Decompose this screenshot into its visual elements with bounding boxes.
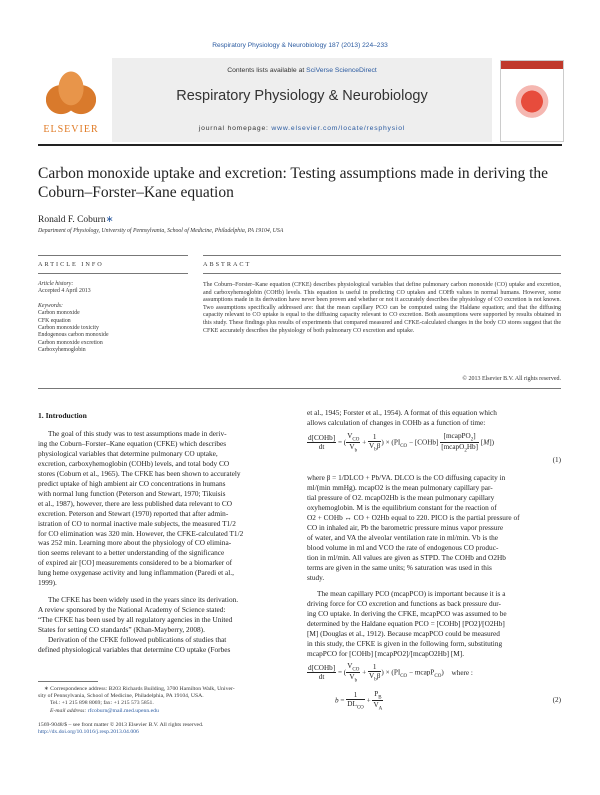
variable-definitions: where β = 1/DLCO + Pb/VA. DLCO is the CO diffusing capacity in ml/(min mmHg). mcapO2 is the mean pulmonary capillary par- tial pressure of O2. mcapO2Hb is the mean pulmonary capillary oxyhemoglobin. M is the equilibrium constant for the reaction of O2 + COHb ↔ CO + O2Hb equal to 220. PICO is the partial pressure of CO in inhaled air, Pb the barometric pressure minus vapor pressure of water, and VA the alveolar ventilation rate in ml/min. Vb is the blood volume in ml and VCO the rate of endogenous CO produc- tion in ml/min. All values are given as STPD. The COHb and O2Hb terms are given in the same units; % saturation was used in this study. [307, 473, 520, 582]
accepted-date: Accepted 4 April 2013 [38, 288, 91, 295]
header-divider [38, 144, 562, 146]
keyword: Carbon monoxide excretion [38, 339, 103, 346]
author: Ronald F. Coburn∗ [38, 215, 114, 225]
equation-number: (2) [552, 696, 561, 704]
equation-2: $\frac{\text{d[COHb]}}{dt}$ = ( $\frac{V_{CO}}{V_b}$ + $\frac{1}{V_b\beta}$ ) × ($PI_{CO}$ − mcapP$_{CO}$) where : b = $\frac{1}{DL_{CO}}$ + $\frac{P_B}{V_A}$ (2) [308, 662, 561, 712]
homepage-link[interactable]: www.elsevier.com/locate/resphysiol [271, 125, 406, 132]
journal-banner [112, 58, 492, 142]
homepage-line: journal homepage: www.elsevier.com/locate/resphysiol [198, 125, 406, 132]
journal-cover-thumbnail [500, 60, 564, 142]
paragraph-mean-capillary: The mean capillary PCO (mcapPCO) is important because it is a driving force for CO excretion and functions as back pressure dur- ing CO uptake. In deriving the CFKE, mcapPCO was assumed to be determined by the Haldane equation PCO = [COHb] [PO2]/[O2Hb] [M] (Douglas et al., 1912). Because mcapPCO could be measured in this study, the CFKE is given in the following form, substituting mcapPCO for [COHb] [mcapPO2]/[mcapO2Hb] [M]. [307, 589, 507, 658]
abstract-heading: ABSTRACT [203, 261, 252, 268]
divider [38, 255, 188, 256]
journal-title: Respiratory Physiology & Neurobiology [176, 88, 428, 104]
equation-number: (1) [552, 456, 561, 464]
elsevier-logo [38, 66, 104, 136]
keyword: Carboxyhemoglobin [38, 347, 86, 354]
keyword: CFK equation [38, 317, 71, 324]
article-info [38, 281, 188, 355]
divider [38, 273, 188, 274]
divider [203, 255, 561, 256]
keyword: Endogenous carbon monoxide [38, 332, 109, 339]
keywords-label: Keywords: [38, 302, 63, 309]
author-footnote-mark[interactable]: ∗ [105, 215, 114, 225]
contents-line: Contents lists available at SciVerse ScienceDirect [227, 67, 377, 74]
elsevier-tree-icon [46, 66, 96, 122]
article-title: Carbon monoxide uptake and excretion: Testing assumptions made in deriving the Coburn–Forster–Kane equation [38, 165, 549, 201]
divider [38, 388, 561, 389]
footnotes: ∗ Correspondence address: B203 Richards Building, 3700 Hamilton Walk, Univer- sity of Pennsylvania, School of Medicine, Philadelphia, PA 19104, USA. Tel.: +1 215 898 8069; fax: +1 215 573 5851. E-mail address: rfcoburn@mail.med.upenn.edu [38, 686, 235, 714]
intro-heading: 1. Introduction [38, 411, 87, 420]
divider [203, 273, 561, 274]
journal-header [38, 58, 562, 142]
keyword: Carbon monoxide [38, 310, 80, 317]
journal-reference[interactable]: Respiratory Physiology & Neurobiology 187 (2013) 224–233 [212, 42, 388, 49]
intro-paragraph-2: The CFKE has been widely used in the years since its derivation. A review sponsored by the National Academy of Science stated: “The CFKE has been used by all regulatory agencies in the United States for setting CO standards” (Khan-Mayberry, 2008). Derivation of the CFKE followed publications of studies that defined physiological variables that determine CO uptake (Forbes [38, 595, 239, 654]
footnote-divider [38, 681, 98, 682]
front-matter [38, 722, 290, 736]
history-label: Article history: [38, 281, 74, 287]
affiliation: Department of Physiology, University of Pennsylvania, School of Medicine, Philadelphia, PA 19104, USA [38, 228, 284, 234]
article-info-heading: ARTICLE INFO [38, 261, 104, 268]
intro-paragraph-1: The goal of this study was to test assumptions made in deriv- ing the Coburn–Forster–Kane equation (CFKE) which describes physiological variables that determine pulmonary CO uptake, excretion, carboxyhemoglobin (COHb) levels, and total body CO stores (Coburn et al., 1965). The CFKE has been shown to accurately predict uptake of high ambient air CO concentrations in humans with normal lung function (Peterson and Stewart, 1970; Tikuisis et al., 1987), however, there are less published data relevant to CO excretion. Peterson and Stewart (1970) reported that after admin- istration of CO to normal inactive male subjects, the measured T1/2 for CO elimination was 320 min. However, the CFKE-calculated T1/2 was 252 min. Learning more about the physiology of CO elimina- tion seems relevant to a better understanding of the significance of expired air [CO] measurements considered to be a biomarker of lung heme oxygenase activity and lung inflammation (Paredi et al., 1999). [38, 429, 244, 588]
doi-link[interactable]: http://dx.doi.org/10.1016/j.resp.2013.04.006 [38, 729, 139, 736]
equation-1: $\frac{\text{d[COHb]}}{dt}$ = ( $\frac{V_{CO}}{V_b}$ + $\frac{1}{V_b\beta}$ ) × ($PI_{CO}$ − [COHb] $\frac{[mcapPO_2]}{[mcapO_2Hb]}$ [M]) (1) [308, 432, 561, 464]
issn-line: 1569-9048/$ – see front matter © 2013 Elsevier B.V. All rights reserved. [38, 722, 204, 728]
keyword: Carbon monoxide toxicity [38, 325, 99, 332]
copyright: © 2013 Elsevier B.V. All rights reserved. [462, 376, 561, 382]
abstract-text: The Coburn–Forster–Kane equation (CFKE) describes physiological variables that define pulmonary carbon monoxide (CO) uptake and excretion, and carboxyhemoglobin (COHb) levels. This equation is useful in predicting CO uptakes and COHb values in normal humans. However, some assumptions made in its derivation have never been proven and whether or not it accurately describes the physiology of CO excretion is not known. Two assumptions specifically addressed are: that the mean capillary PCO can be computed using the Haldane equation; and that the diffusing capacity relevant to CO uptake is equal to the diffusing capacity relevant to CO excretion. Both assumptions were supported by results obtained in this study. These findings plus results of experiments that compared measured and CFKE-calculated changes in the body CO stores suggest that the CFKE accurately describes the physiology of both pulmonary CO excretion and uptake. [203, 282, 561, 334]
email-link[interactable]: rfcoburn@mail.med.upenn.edu [87, 707, 159, 714]
right-intro-lines: et al., 1945; Forster et al., 1954). A format of this equation which allows calculation of changes in COHb as a function of time: [307, 408, 497, 427]
sciencedirect-link[interactable]: SciVerse ScienceDirect [306, 67, 377, 74]
publisher-name: ELSEVIER [43, 124, 99, 135]
